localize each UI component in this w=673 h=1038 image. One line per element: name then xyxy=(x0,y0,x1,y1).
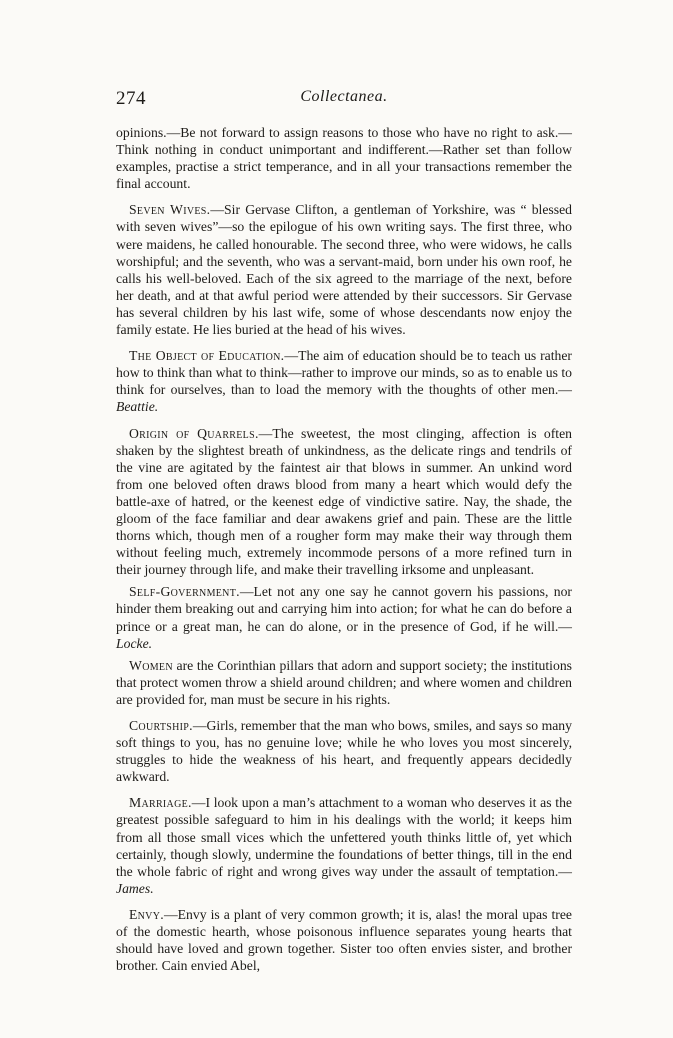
paragraph-text: —The aim of education should be to teach us rather how to think than what to think—rather to improve our minds, so as to enable us to think for ourselves, than to load the memory with the thoughts of other men.— xyxy=(116,348,572,398)
author-signature: Beattie. xyxy=(116,399,159,415)
paragraph-women xyxy=(116,657,572,708)
paragraph-seven-wives xyxy=(116,201,572,338)
section-heading: Courtship. xyxy=(129,718,193,733)
author-signature: James. xyxy=(116,880,154,896)
paragraph-text: —I look upon a man’s attachment to a woman who deserves it as the greatest possible safeguard to him in his dealings with the world; it keeps him from all those small vices which the unfettered youth thinks little of, yet which certainly, though slowly, undermine the foundations of better things, till in the end the whole fabric of right and wrong gives way under the assault of temptation.— xyxy=(116,795,572,879)
section-heading: Women xyxy=(129,657,173,673)
paragraph-object-of-education xyxy=(116,347,572,415)
paragraph-text: —Sir Gervase Clifton, a gentleman of Yorkshire, was “ blessed with seven wives”—so the epilogue of his own writing says. The first three, who were maidens, he called honourable. The second three, who were widows, he calls worshipful; and the seventh, who was a servant-maid, born under his own roof, he calls his well-beloved. Each of the six agreed to the marriage of the next, before her death, and at that awful period were attended by their successors. Sir Gervase has several children by his last wife, some of whose descendants now enjoy the family estate. He lies buried at the head of his wives. xyxy=(116,202,573,338)
paragraph-text: —Girls, remember that the man who bows, smiles, and says so many soft things to you, has no genuine love; while he who loves you most sincerely, struggles to hide the weakness of his heart, and frequently appears decidedly awkward. xyxy=(116,718,572,785)
page-header xyxy=(116,88,572,112)
section-heading: Seven Wives. xyxy=(129,202,211,218)
paragraph-text: —Let not any one say he cannot govern his passions, nor hinder them breaking out and carrying him into action; for what he can do before a prince or a great man, he can do alone, or in the presence of God, if he will.— xyxy=(116,584,572,634)
section-heading: Self-Government. xyxy=(129,584,240,600)
paragraph-courtship xyxy=(116,717,572,785)
section-heading: Envy. xyxy=(129,906,164,922)
paragraph-envy xyxy=(116,906,572,974)
page-number: 274 xyxy=(116,88,146,109)
paragraph-text: opinions.—Be not forward to assign reasons to those who have no right to ask.—Think nothing in conduct unimportant and indifferent.—Rather set than follow examples, practise a strict temperance, and in all your transactions remember the final account. xyxy=(116,125,572,192)
section-heading: The Object of Education. xyxy=(129,348,285,364)
paragraph-continued-opinions xyxy=(116,124,572,192)
paragraph-self-government xyxy=(116,583,572,651)
paragraph-text: —Envy is a plant of very common growth; it is, alas! the moral upas tree of the domestic hearth, whose poisonous influence separates young hearts that should have loved and grown together. Sister too often envies sister, and brother brother. Cain envied Abel, xyxy=(116,906,572,974)
section-heading: Origin of Quarrels. xyxy=(129,425,259,441)
author-signature: Locke. xyxy=(116,635,153,651)
paragraph-marriage xyxy=(116,794,572,897)
page-body xyxy=(116,124,572,983)
paragraph-origin-of-quarrels xyxy=(116,425,572,579)
running-title: Collectanea. xyxy=(300,88,388,105)
paragraph-text: are the Corinthian pillars that adorn and support society; the institutions that protect women throw a shield around children; and where women and children are provided for, man must be secure in his rights. xyxy=(116,657,572,707)
paragraph-text: —The sweetest, the most clinging, affection is often shaken by the slightest breath of unkindness, as the delicate rings and tendrils of the vine are agitated by the faintest air that blows in summer. An unkind word from one beloved often draws blood from many a heart which would defy the battle-axe of hatred, or the keenest edge of vindictive satire. Nay, the shade, the gloom of the face familiar and dear awakens grief and pain. These are the little thorns which, though men of a rougher form may make their way through them without feeling much, extremely incommode persons of a more refined turn in their journey through life, and make their travelling irksome and unpleasant. xyxy=(116,425,572,578)
section-heading: Marriage. xyxy=(129,795,192,811)
